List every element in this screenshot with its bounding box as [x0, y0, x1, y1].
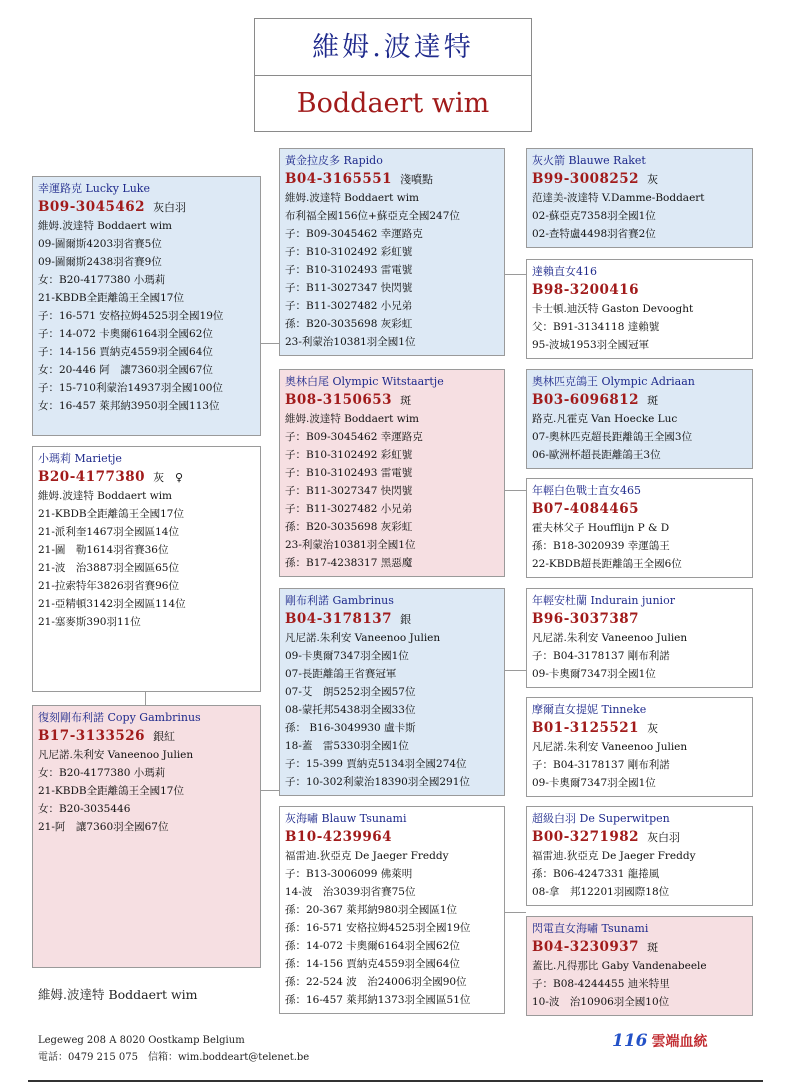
info-line: 23-利蒙治10381羽全國1位	[285, 336, 416, 348]
info-line: 子：14-072 卡奧爾6164羽全國62位	[38, 328, 213, 340]
info-line: 父：B91-3134118 達賴號	[532, 321, 660, 333]
info-line: 21-阿 讓7360羽全國67位	[38, 821, 169, 833]
info-line: 孫：B06-4247331 龍捲風	[532, 868, 660, 880]
bird-color: 斑	[400, 394, 412, 407]
info-line: 孫：16-457 萊邦納1373羽全國區51位	[285, 994, 471, 1006]
bird-color: 銀	[400, 613, 412, 626]
info-line: 子：10-302利蒙治18390羽全國291位	[285, 776, 470, 788]
info-line: 09-卡奧爾7347羽全國1位	[285, 650, 409, 662]
footer-address: Legeweg 208 A 8020 Oostkamp Belgium	[38, 1035, 245, 1046]
info-line: 09-卡奧爾7347羽全國1位	[532, 668, 656, 680]
info-line: 07-奧林匹克超長距離鴿王全國3位	[532, 431, 693, 443]
info-line: 孫： B16-3049930 盧卡斯	[285, 722, 416, 734]
pedigree-box-sire-dam	[279, 369, 505, 577]
connector-line	[260, 790, 280, 791]
info-line: 女：B20-4177380 小瑪莉	[38, 767, 166, 779]
pedigree-box-sire-sire	[279, 148, 505, 356]
info-line: 卡士頓.迪沃特 Gaston Devooght	[532, 303, 694, 315]
info-line: 凡尼諾.朱利安 Vaneenoo Julien	[532, 741, 688, 753]
bird-name: 閃電直女海嘯 Tsunami	[532, 922, 649, 935]
info-line: 21-拉索特年3826羽省賽96位	[38, 580, 179, 592]
info-line: 子：B11-3027347 快閃號	[285, 282, 413, 294]
info-line: 02-蘇亞克7358羽全國1位	[532, 210, 656, 222]
info-line: 孫：B18-3020939 幸運鴿王	[532, 540, 670, 552]
info-line: 23-利蒙治10381羽全國1位	[285, 539, 416, 551]
pedigree-box-sss	[526, 148, 753, 248]
logo-text: 雲端血統	[651, 1034, 708, 1050]
info-line: 蓋比.凡得那比 Gaby Vandenabeele	[532, 960, 707, 972]
info-line: 07-艾 朗5252羽全國57位	[285, 686, 416, 698]
ring-number: B10-4239964	[285, 829, 393, 845]
ring-number: B00-3271982	[532, 829, 640, 845]
bird-name: 超級白羽 De Superwitpen	[532, 812, 670, 825]
bird-name: 年輕安杜蘭 Indurain junior	[532, 594, 675, 607]
bird-name: 幸運路克 Lucky Luke	[38, 182, 150, 195]
info-line: 09-圖爾斯4203羽省賽5位	[38, 238, 162, 250]
ring-number: B98-3200416	[532, 282, 640, 298]
ring-number: B03-6096812	[532, 392, 640, 408]
connector-line	[504, 274, 526, 275]
info-line: 21-KBDB全距離鴿王全國17位	[38, 785, 184, 797]
info-line: 孫：14-156 賈納克4559羽全國64位	[285, 958, 460, 970]
bird-color: 灰	[647, 722, 659, 735]
info-line: 女：B20-3035446	[38, 803, 131, 815]
bird-color: 灰	[647, 173, 659, 186]
info-line: 子：B11-3027482 小兄弟	[285, 300, 413, 312]
ring-number: B17-3133526	[38, 728, 146, 744]
info-line: 22-KBDB超長距離鴿王全國6位	[532, 558, 682, 570]
info-line: 21-波 治3887羽全國區65位	[38, 562, 179, 574]
info-line: 孫：B20-3035698 灰彩虹	[285, 318, 413, 330]
info-line: 10-波 治10906羽全國10位	[532, 996, 670, 1008]
info-line: 18-蓋 雷5330羽全國1位	[285, 740, 409, 752]
info-line: 維姆.波達特 Boddaert wim	[38, 220, 173, 232]
info-line: 02-查特盧4498羽省賽2位	[532, 228, 656, 240]
connector-line	[260, 343, 280, 344]
info-line: 子：B10-3102493 雷電號	[285, 264, 413, 276]
info-line: 維姆.波達特 Boddaert wim	[285, 413, 420, 425]
connector-line	[504, 490, 526, 491]
bird-color: 銀紅	[153, 730, 176, 743]
info-line: 孫：22-524 波 治24006羽全國90位	[285, 976, 467, 988]
info-line: 07-長距離鴿王省賽冠軍	[285, 668, 397, 680]
info-line: 子：15-399 賈納克5134羽全國274位	[285, 758, 467, 770]
pedigree-box-sdd	[526, 478, 753, 578]
pedigree-box-copy-gambrinus	[32, 705, 261, 968]
info-line: 子：B10-3102492 彩虹號	[285, 449, 413, 461]
bird-name: 奧林白尾 Olympic Witstaartje	[285, 375, 444, 388]
ring-number: B99-3008252	[532, 171, 640, 187]
ring-number: B07-4084465	[532, 501, 640, 517]
info-line: 08-蒙托邦5438羽全國33位	[285, 704, 416, 716]
info-line: 09-卡奧爾7347羽全國1位	[532, 777, 656, 789]
info-line: 21-KBDB全距離鴿王全國17位	[38, 292, 184, 304]
info-line: 子：B10-3102492 彩虹號	[285, 246, 413, 258]
pedigree-box-sire	[32, 176, 261, 436]
info-line: 21-派利奎1467羽全國區14位	[38, 526, 179, 538]
pedigree-box-dam-dam	[279, 806, 505, 1014]
info-line: 孫：20-367 萊邦納980羽全國區1位	[285, 904, 458, 916]
info-line: 21-亞精頓3142羽全國區114位	[38, 598, 186, 610]
pedigree-box-dss	[526, 588, 753, 688]
bird-name: 達賴直女416	[532, 265, 597, 278]
info-line: 孫：14-072 卡奧爾6164羽全國62位	[285, 940, 460, 952]
info-line: 06-歐洲杯超長距離鴿王3位	[532, 449, 661, 461]
info-line: 子：B13-3006099 佛萊明	[285, 868, 413, 880]
info-line: 子：14-156 賈納克4559羽全國64位	[38, 346, 213, 358]
bird-name: 灰海嘯 Blauw Tsunami	[285, 812, 407, 825]
bird-color: 斑	[647, 941, 659, 954]
bird-color: 淺噴點	[400, 173, 434, 186]
bird-name: 復刻剛布利諾 Copy Gambrinus	[38, 711, 201, 724]
info-line: 子：B09-3045462 幸運路克	[285, 228, 423, 240]
info-line: 女：20-446 阿 讓7360羽全國67位	[38, 364, 213, 376]
info-line: 凡尼諾.朱利安 Vaneenoo Julien	[285, 632, 441, 644]
connector-line	[504, 912, 526, 913]
info-line: 子：B10-3102493 雷電號	[285, 467, 413, 479]
bird-name: 黃金拉皮多 Rapido	[285, 154, 383, 167]
pedigree-box-dam-sire	[279, 588, 505, 796]
ring-number: B01-3125521	[532, 720, 640, 736]
info-line: 福雷迪.狄亞克 De Jaeger Freddy	[285, 850, 449, 862]
logo-number: 116	[612, 1031, 648, 1051]
info-line: 維姆.波達特 Boddaert wim	[285, 192, 420, 204]
info-line: 維姆.波達特 Boddaert wim	[38, 490, 173, 502]
ring-number: B04-3165551	[285, 171, 393, 187]
info-line: 孫：16-571 安格拉姆4525羽全國19位	[285, 922, 471, 934]
info-line: 子：B11-3027347 快閃號	[285, 485, 413, 497]
title-box	[254, 18, 532, 132]
ring-number: B96-3037387	[532, 611, 640, 627]
info-line: 子：B04-3178137 剛布利諾	[532, 759, 670, 771]
info-line: 霍夫林父子 Houfflijn P & D	[532, 522, 670, 534]
pedigree-box-ddd	[526, 916, 753, 1016]
info-line: 14-波 治3039羽省賽75位	[285, 886, 416, 898]
info-line: 21-圖 勒1614羽省賽36位	[38, 544, 169, 556]
ring-number: B04-3178137	[285, 611, 393, 627]
bird-color: 灰白羽	[647, 831, 681, 844]
info-line: 路克.凡霍克 Van Hoecke Luc	[532, 413, 678, 425]
info-line: 子：B11-3027482 小兄弟	[285, 503, 413, 515]
info-line: 子：15-710利蒙治14937羽全國100位	[38, 382, 223, 394]
ring-number: B09-3045462	[38, 199, 146, 215]
info-line: 09-圖爾斯2438羽省賽9位	[38, 256, 162, 268]
page-title-chinese: 維姆.波達特	[255, 19, 531, 76]
pedigree-box-sds	[526, 369, 753, 469]
info-line: 孫：B20-3035698 灰彩虹	[285, 521, 413, 533]
info-line: 孫：B17-4238317 黑惡魔	[285, 557, 413, 569]
pedigree-box-dds	[526, 806, 753, 906]
info-line: 21-KBDB全距離鴿王全國17位	[38, 508, 184, 520]
pedigree-box-dam	[32, 446, 261, 692]
bird-name: 灰火箭 Blauwe Raket	[532, 154, 646, 167]
logo	[612, 1031, 708, 1051]
footer-contact: 電話：0479 215 075 信箱：wim.boddeart@telenet.be	[38, 1052, 310, 1063]
info-line: 08-拿 邦12201羽國際18位	[532, 886, 670, 898]
bird-color: 斑	[647, 394, 659, 407]
page-title-english: Boddaert wim	[296, 88, 490, 119]
info-line: 布利福全國156位+蘇亞克全國247位	[285, 210, 460, 222]
pedigree-box-ssd	[526, 259, 753, 359]
bird-name: 年輕白色戰士直女465	[532, 484, 641, 497]
bird-name: 奧林匹克鴿王 Olympic Adriaan	[532, 375, 695, 388]
info-line: 子：B08-4244455 迪米特里	[532, 978, 670, 990]
info-line: 凡尼諾.朱利安 Vaneenoo Julien	[532, 632, 688, 644]
bird-color: 灰 ♀	[153, 471, 184, 484]
info-line: 21-塞麥斯390羽11位	[38, 616, 141, 628]
ring-number: B20-4177380	[38, 469, 146, 485]
info-line: 女：16-457 萊邦納3950羽全國113位	[38, 400, 220, 412]
connector-line	[145, 691, 146, 705]
bird-name: 摩爾直女提妮 Tinneke	[532, 703, 647, 716]
info-line: 女：B20-4177380 小瑪莉	[38, 274, 166, 286]
pedigree-box-dsd	[526, 697, 753, 797]
info-line: 范達美-波達特 V.Damme-Boddaert	[532, 192, 705, 204]
breeder-name: 維姆.波達特 Boddaert wim	[38, 987, 198, 1002]
info-line: 子：B04-3178137 剛布利諾	[532, 650, 670, 662]
bird-name: 剛布利諾 Gambrinus	[285, 594, 394, 607]
ring-number: B08-3150653	[285, 392, 393, 408]
bird-name: 小瑪莉 Marietje	[38, 452, 122, 465]
bird-color: 灰白羽	[153, 201, 187, 214]
footer-divider	[28, 1080, 763, 1082]
info-line: 子：B09-3045462 幸運路克	[285, 431, 423, 443]
footer	[38, 1032, 309, 1066]
info-line: 95-波城1953羽全國冠軍	[532, 339, 650, 351]
info-line: 福雷迪.狄亞克 De Jaeger Freddy	[532, 850, 696, 862]
info-line: 子：16-571 安格拉姆4525羽全國19位	[38, 310, 224, 322]
connector-line	[504, 670, 526, 671]
info-line: 凡尼諾.朱利安 Vaneenoo Julien	[38, 749, 194, 761]
ring-number: B04-3230937	[532, 939, 640, 955]
